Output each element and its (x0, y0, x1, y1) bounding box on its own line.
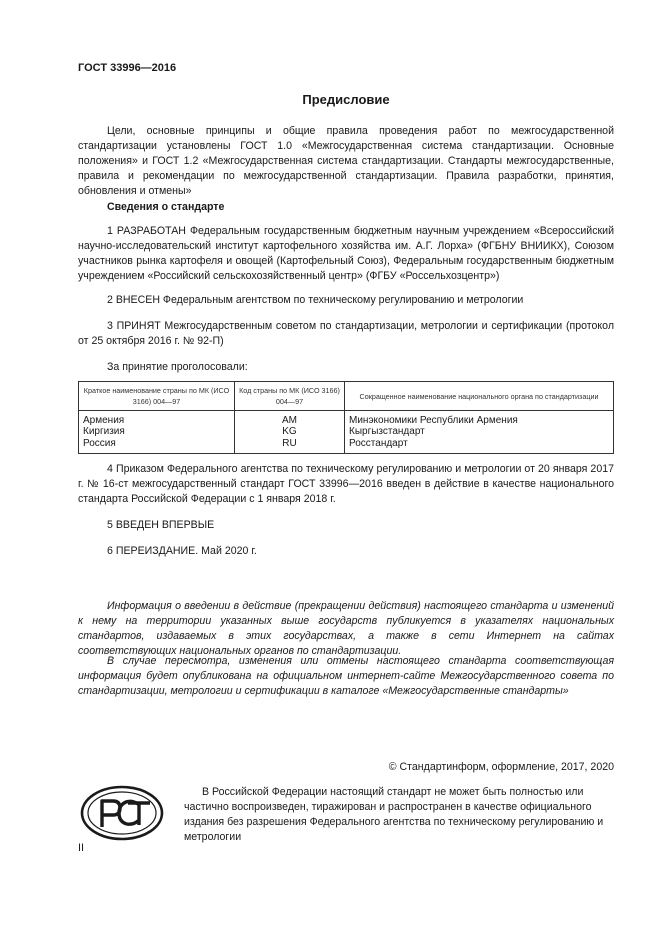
table-header-body: Сокращенное наименование национального органа по стандартизации (345, 382, 614, 411)
copyright-line: © Стандартинформ, оформление, 2017, 2020 (388, 761, 614, 773)
country-name: Россия (83, 437, 116, 449)
item-order: 4 Приказом Федерального агентства по техническому регулированию и метрологии от 20 января 2017 г. № 16-ст межгосударственный стандарт ГОСТ 33996—2016 введен в действие в качестве национального стандарта Российской Федерации с 1 января 2018 г. (78, 463, 614, 505)
table-cell-codes (235, 411, 345, 454)
country-code: AM (282, 415, 297, 426)
item-developed: 1 РАЗРАБОТАН Федеральным государственным бюджетным научным учреждением «Всероссийский научно-исследовательский институт картофельного хозяйства им. А.Г. Лорха» (ФГБНУ ВНИИКХ), Союзом участников рынка картофеля и овощей (Картофельный Союз), Федеральным государственным бюджетным учреждением «Российский сельскохозяйственный центр» (ФГБУ «Россельхозцентр») (78, 225, 614, 282)
table-cell-countries (79, 411, 235, 454)
table-header-code: Код страны по МК (ИСО 3166) 004—97 (235, 382, 345, 411)
page-title: Предисловие (302, 92, 390, 107)
country-code: KG (282, 426, 297, 438)
standards-body: Росстандарт (349, 437, 408, 449)
item-introduced: 5 ВВЕДЕН ВПЕРВЫЕ (107, 519, 215, 531)
rights-notice: В Российской Федерации настоящий стандарт не может быть полностью или частично воспроизведен, тиражирован и распространен в качестве официального издания без разрешения Федерального агентства по техническому регулированию и метрологии (184, 786, 604, 843)
voting-countries-table (78, 381, 614, 454)
table-cell-bodies (345, 411, 614, 454)
voted-label: За принятие проголосовали: (107, 361, 248, 373)
item-submitted: 2 ВНЕСЕН Федеральным агентством по техническому регулированию и метрологии (107, 294, 524, 306)
doc-header-id: ГОСТ 33996—2016 (78, 62, 177, 74)
table-body-row (79, 411, 614, 454)
page-number: II (78, 842, 85, 854)
item-adopted: 3 ПРИНЯТ Межгосударственным советом по стандартизации, метрологии и сертификации (протокол от 25 октября 2016 г. № 92-П) (78, 320, 614, 347)
rst-mark-icon (80, 785, 164, 841)
country-code: RU (282, 437, 297, 449)
notice-revision: В случае пересмотра, изменения или отмены настоящего стандарта соответствующая информация будет опубликована на официальном интернет-сайте Межгосударственного совета по стандартизации, метрологии и сертификации в каталоге «Межгосударственные стандарты» (78, 655, 614, 697)
table-header-row (79, 382, 614, 411)
about-heading: Сведения о стандарте (107, 201, 225, 213)
standards-body: Кыргызстандарт (349, 426, 425, 438)
intro-paragraph: Цели, основные принципы и общие правила проведения работ по межгосударственной стандартизации установлены ГОСТ 1.0 «Межгосударственная система стандартизации. Основные положения» и ГОСТ 1.2 «Межгосударственная система стандартизации. Стандарты межгосударственные, правила и рекомендации по межгосударственной стандартизации. Правила разработки, принятия, обновления и отмены» (78, 125, 614, 197)
table-header-country: Краткое наименование страны по МК (ИСО 3166) 004—97 (79, 382, 235, 411)
country-name: Киргизия (83, 426, 125, 438)
standards-body: Минэкономики Республики Армения (349, 415, 518, 426)
item-reissue: 6 ПЕРЕИЗДАНИЕ. Май 2020 г. (107, 545, 257, 557)
notice-info: Информация о введении в действие (прекращении действия) настоящего стандарта и изменений к нему на территории указанных выше государств публикуется в указателях национальных стандартов, издаваемых в этих государствах, а также в сети Интернет на сайтах соответствующих национальных органов по стандартизации. (78, 600, 614, 657)
country-name: Армения (83, 415, 125, 426)
